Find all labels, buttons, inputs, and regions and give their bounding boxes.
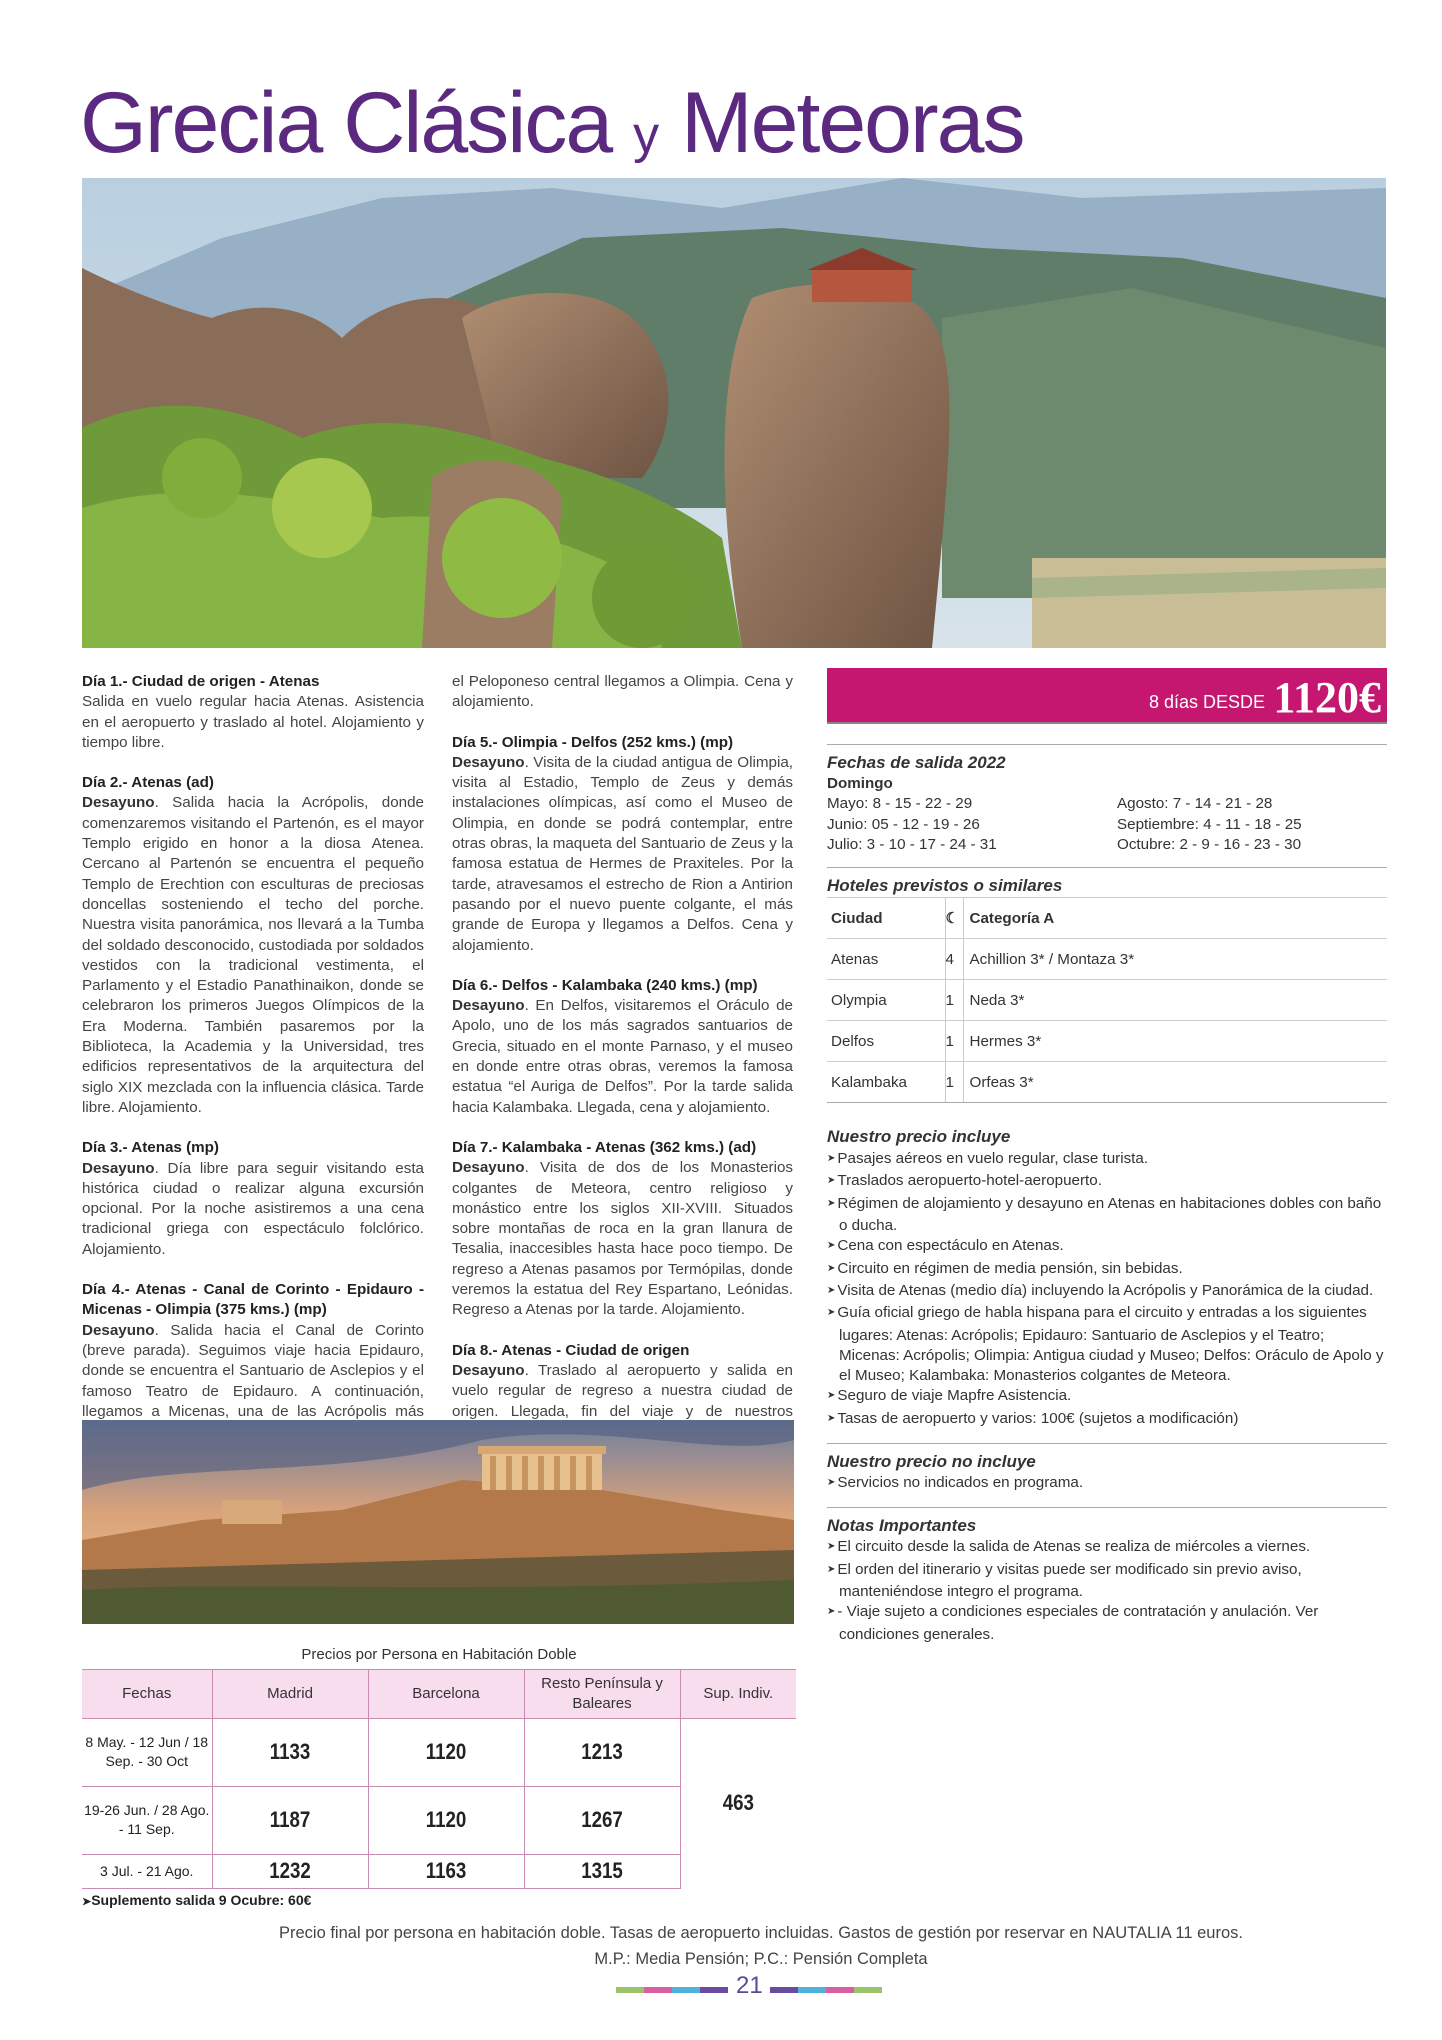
day-heading: Día 5.- Olimpia - Delfos (252 kms.) (mp)	[452, 733, 734, 751]
header-sup-indiv: Sup. Indiv.	[680, 1670, 796, 1718]
bar-segment	[672, 1987, 700, 1993]
departure-dates	[827, 794, 1387, 855]
price-table-title: Precios por Persona en Habitación Doble	[82, 1640, 796, 1670]
day-heading: Día 1.- Ciudad de origen - Atenas	[82, 673, 320, 690]
hotels-table	[827, 897, 1387, 1103]
bar-segment	[798, 1987, 826, 1993]
day-heading: Día 8.- Atenas - Ciudad de origen	[452, 1341, 690, 1359]
date-line: Julio: 3 - 10 - 17 - 24 - 31	[827, 835, 997, 853]
header-barcelona: Barcelona	[368, 1670, 524, 1718]
hotels-header-category: Categoría A	[963, 898, 1387, 939]
cell-dates: 19-26 Jun. / 28 Ago. - 11 Sep.	[82, 1786, 212, 1854]
date-line: Octubre: 2 - 9 - 16 - 23 - 30	[1117, 835, 1302, 853]
day-body: Desayuno. Visita de dos de los Monasterios colgantes de Meteora, centro religioso y monástico entre los siglos XII-XVIII. Situados sobre montañas de roca en la gran llanura de Tesalia, inaccesibles hasta hace poco tiempo. De regreso a Atenas pasamos por Termópilas, donde veremos la estatua del Rey Espartano, Leónidas. Regreso a Atenas por la tarde. Alojamiento.	[452, 1159, 793, 1319]
list-item: ➤ Circuito en régimen de media pensión, sin bebidas.	[827, 1259, 1387, 1281]
day-heading: Día 2.- Atenas (ad)	[82, 774, 214, 792]
itinerary-day	[82, 672, 424, 753]
itinerary-day	[452, 672, 793, 713]
cell-price: 1267	[536, 1786, 669, 1854]
itinerary-day	[452, 976, 793, 1118]
day-body: Desayuno. Traslado al aeropuerto y salida en vuelo regular de regreso a nuestra ciudad de origen. Llegada, fin del viaje y de nuestros	[452, 1361, 793, 1420]
cell-price: 1120	[380, 1786, 513, 1854]
moon-icon: ☾	[945, 898, 963, 939]
bar-segment	[770, 1987, 798, 1993]
hotel-city: Delfos	[827, 1021, 945, 1062]
page-title: Grecia Clásica y Meteoras	[80, 75, 1024, 171]
hotel-name: Achillion 3* / Montaza 3*	[963, 939, 1387, 980]
notes-list	[827, 1537, 1387, 1644]
day-heading: Día 4.- Atenas - Canal de Corinto - Epidauro - Micenas - Olimpia (375 kms.) (mp)	[82, 1281, 424, 1319]
hotel-nights: 1	[945, 980, 963, 1021]
day-body: Desayuno. Salida hacia la Acrópolis, donde comenzaremos visitando el Partenón, es el mayor Templo erigido en honor a la diosa Atenea. Cercano al Partenón se encuentra el pequeño Templo de Erechtion con esculturas de preciosas doncellas sosteniendo el techo del porche. Nuestra visita panorámica, nos llevará a la Tumba del soldado desconocido, custodiada por soldados vestidos con la tradicional vestimenta, el Parlamento y el Estadio Panathinaikon, donde se celebraron los primeros Juegos Olímpicos de la Era Moderna. También pasaremos por la Biblioteca, la Academia y la Universidad, tres edificios representativos de la arquitectura del siglo XIX mezclada con la influencia clásica. Tarde libre. Alojamiento.	[82, 794, 424, 1116]
includes-title: Nuestro precio incluye	[827, 1127, 1011, 1147]
footer-note: Precio final por persona en habitación doble. Tasas de aeropuerto incluidas. Gastos de gestión por reservar en NAUTALIA 11 euros.	[279, 1924, 1243, 1942]
cell-price: 1120	[380, 1718, 513, 1786]
list-item: ➤ Seguro de viaje Mapfre Asistencia.	[827, 1386, 1387, 1408]
itinerary-column-2	[452, 672, 793, 1462]
table-row	[827, 1021, 1387, 1062]
not-includes-title: Nuestro precio no incluye	[827, 1443, 1387, 1473]
acropolis-photo	[82, 1420, 794, 1624]
header-dates: Fechas	[82, 1670, 212, 1718]
departures-title: Fechas de salida 2022	[827, 744, 1387, 774]
date-line: Junio: 05 - 12 - 19 - 26	[827, 815, 980, 833]
list-item: ➤ Cena con espectáculo en Atenas.	[827, 1236, 1387, 1258]
header-madrid: Madrid	[212, 1670, 368, 1718]
day-body: Desayuno. Día libre para seguir visitando esta histórica ciudad o realizar alguna excursión opcional. Por la noche asistiremos a una cena tradicional griega con espectáculo folclórico. Alojamiento.	[82, 1159, 424, 1258]
list-item: ➤ Traslados aeropuerto-hotel-aeropuerto.	[827, 1171, 1387, 1193]
banner-price: 1120€	[1273, 673, 1381, 722]
hotel-name: Neda 3*	[963, 980, 1387, 1021]
day-body: Desayuno. Salida hacia el Canal de Corinto (breve parada). Seguimos viaje hacia Epidauro, donde se encuentra el Santuario de Asclepios y el famoso Teatro de Epidauro. A continuación, llegamos a Micenas, una de las Acrópolis más	[82, 1321, 424, 1420]
list-item: ➤ Visita de Atenas (medio día) incluyendo la Acrópolis y Panorámica de la ciudad.	[827, 1281, 1387, 1303]
itinerary-column-1	[82, 672, 424, 1483]
departures-day: Domingo	[827, 775, 893, 792]
cell-sup-indiv: 463	[680, 1718, 796, 1888]
bar-segment	[700, 1987, 728, 1993]
cell-price: 1232	[224, 1854, 357, 1888]
cell-price: 1163	[380, 1854, 513, 1888]
itinerary-day	[452, 733, 793, 956]
hotel-name: Orfeas 3*	[963, 1062, 1387, 1103]
day-body: el Peloponeso central llegamos a Olimpia. Cena y alojamiento.	[452, 673, 793, 711]
itinerary-day	[82, 1138, 424, 1260]
page-number: 21	[736, 1972, 763, 1999]
hotel-city: Olympia	[827, 980, 945, 1021]
hotel-nights: 1	[945, 1062, 963, 1103]
cell-dates: 8 May. - 12 Jun / 18 Sep. - 30 Oct	[82, 1718, 212, 1786]
table-row	[827, 980, 1387, 1021]
list-item: ➤ Pasajes aéreos en vuelo regular, clase turista.	[827, 1149, 1387, 1171]
list-item: ➤ Tasas de aeropuerto y varios: 100€ (sujetos a modificación)	[827, 1409, 1387, 1431]
cell-price: 1315	[536, 1854, 669, 1888]
price-table	[82, 1640, 796, 1889]
cell-dates: 3 Jul. - 21 Ago.	[82, 1854, 212, 1888]
cell-price: 1213	[536, 1718, 669, 1786]
right-column	[827, 668, 1387, 1645]
cell-price: 1133	[224, 1718, 357, 1786]
meteora-photo	[82, 178, 1386, 648]
list-item: ➤ El orden del itinerario y visitas puede ser modificado sin previo aviso, manteniéndose integro el programa.	[827, 1560, 1387, 1603]
table-row	[827, 939, 1387, 980]
bar-segment	[616, 1987, 644, 1993]
price-banner	[827, 668, 1387, 724]
list-item: ➤ Régimen de alojamiento y desayuno en Atenas en habitaciones dobles con baño o ducha.	[827, 1194, 1387, 1237]
hotels-header-city: Ciudad	[827, 898, 945, 939]
itinerary-day	[82, 773, 424, 1118]
bar-segment	[826, 1987, 854, 1993]
hotel-city: Kalambaka	[827, 1062, 945, 1103]
cell-price: 1187	[224, 1786, 357, 1854]
hotel-nights: 1	[945, 1021, 963, 1062]
hotels-title: Hoteles previstos o similares	[827, 867, 1387, 897]
footer-legend: M.P.: Media Pensión; P.C.: Pensión Completa	[594, 1950, 928, 1968]
header-resto: Resto Península y Baleares	[524, 1670, 680, 1718]
bar-segment	[644, 1987, 672, 1993]
date-line: Septiembre: 4 - 11 - 18 - 25	[1117, 815, 1302, 833]
list-item: ➤ El circuito desde la salida de Atenas se realiza de miércoles a viernes.	[827, 1537, 1387, 1559]
day-body: Desayuno. En Delfos, visitaremos el Oráculo de Apolo, uno de los más sagrados santuarios de Grecia, situado en el monte Parnaso, y el museo en donde entre otras obras, veremos la famosa estatua “el Auriga de Delfos”. Por la tarde salida hacia Kalambaka. Llegada, cena y alojamiento.	[452, 997, 793, 1116]
hotel-nights: 4	[945, 939, 963, 980]
bar-segment	[854, 1987, 882, 1993]
includes-list	[827, 1149, 1387, 1431]
notes-title: Notas Importantes	[827, 1507, 1387, 1537]
day-heading: Día 3.- Atenas (mp)	[82, 1139, 219, 1157]
list-item: ➤ Servicios no indicados en programa.	[827, 1473, 1387, 1495]
itinerary-day	[452, 1138, 793, 1321]
not-includes-list	[827, 1473, 1387, 1495]
hotel-name: Hermes 3*	[963, 1021, 1387, 1062]
table-row	[827, 1062, 1387, 1103]
hotel-city: Atenas	[827, 939, 945, 980]
date-line: Agosto: 7 - 14 - 21 - 28	[1117, 795, 1273, 813]
table-row	[82, 1718, 796, 1786]
list-item: ➤ - Viaje sujeto a condiciones especiales de contratación y anulación. Ver condiciones generales.	[827, 1602, 1387, 1645]
day-heading: Día 7.- Kalambaka - Atenas (362 kms.) (ad)	[452, 1138, 757, 1156]
date-line: Mayo: 8 - 15 - 22 - 29	[827, 795, 973, 813]
day-body: Desayuno. Visita de la ciudad antigua de Olimpia, visita al Estadio, Templo de Zeus y demás instalaciones olímpicas, así como el Museo de Olimpia, en donde se podrá contemplar, entre otras obras, la maqueta del Santuario de Zeus y la famosa estatua de Hermes de Praxiteles. Por la tarde, atravesamos el estrecho de Rion a Antirion pasando por el nuevo puente colgante, el más grande de Europa y llegamos a Delfos. Cena y alojamiento.	[452, 753, 793, 954]
list-item: ➤ Guía oficial griego de habla hispana para el circuito y entradas a los siguientes lugares: Atenas: Acrópolis; Epidauro: Santuario de Asclepios y el Teatro; Micenas: Acrópolis; Olimpia: Antigua ciudad y Museo; Delfos: Oráculo de Apolo y el Museo; Kalambaka: Monasterios colgantes de Meteora.	[827, 1303, 1387, 1386]
supplement-note: ➤Suplemento salida 9 Ocubre: 60€	[82, 1892, 312, 1908]
banner-days: 8 días DESDE	[1148, 692, 1265, 712]
day-heading: Día 6.- Delfos - Kalambaka (240 kms.) (mp)	[452, 976, 758, 994]
day-body: Salida en vuelo regular hacia Atenas. Asistencia en el aeropuerto y traslado al hotel. Alojamiento y tiempo libre.	[82, 693, 424, 751]
